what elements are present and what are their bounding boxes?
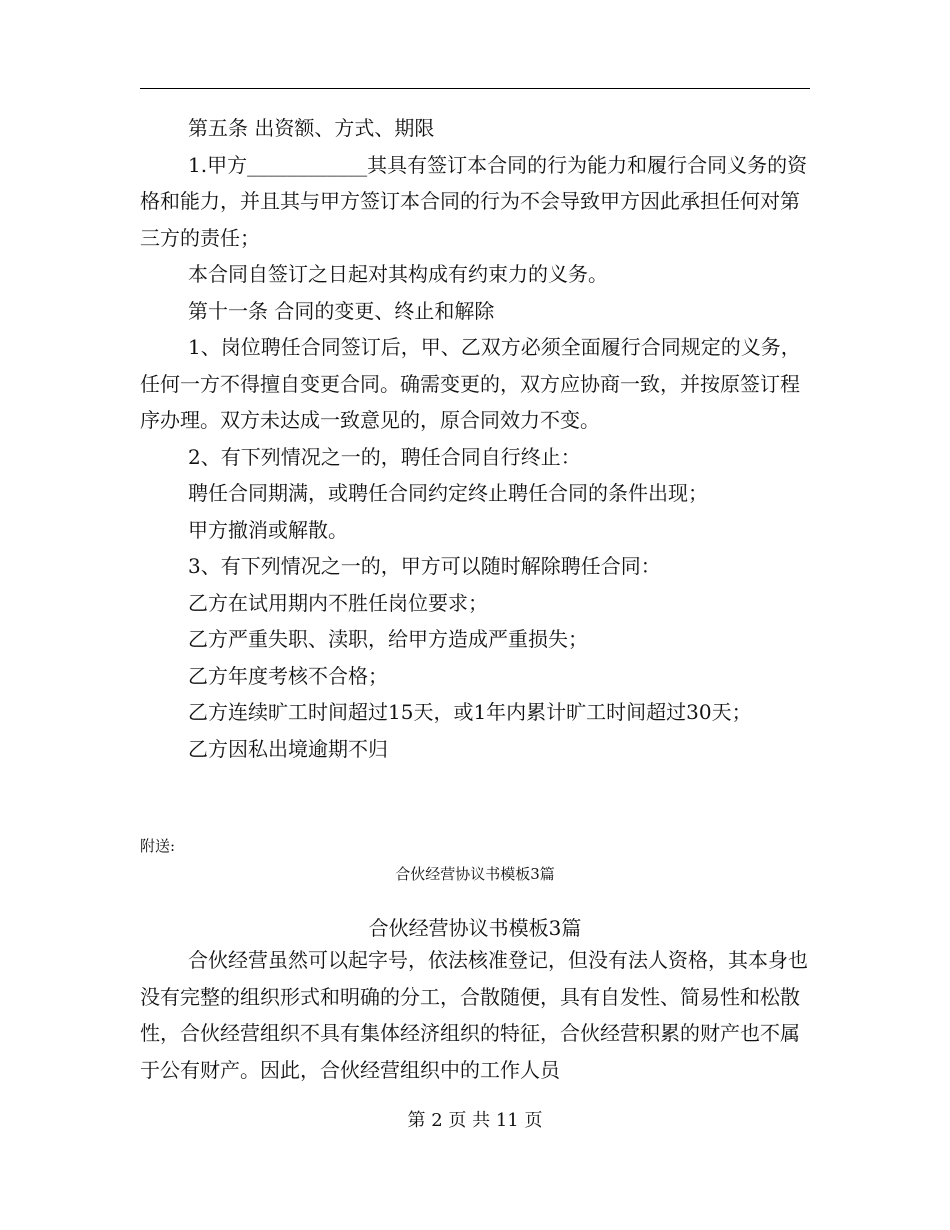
document-body [140,110,810,767]
page-number: 第 2 页 共 11 页 [407,1110,543,1131]
list-item: 乙方因私出境逾期不归 [188,736,388,761]
paragraph: 3、有下列情况之一的，甲方可以随时解除聘任合同： [188,554,661,578]
list-item: 聘任合同期满，或聘任合同约定终止聘任合同的条件出现； [188,481,708,505]
article-body [140,942,810,1088]
paragraph: 2、有下列情况之一的，聘任合同自行终止： [188,444,581,469]
paragraph: 1、岗位聘任合同签订后，甲、乙双方必须全面履行合同规定的义务，任何一方不得擅自变更合同。确需变更的，双方应协商一致，并按原签订程序办理。双方未达成一致意见的，原合同效力不变。 [140,335,801,432]
article-title: 合伙经营协议书模板3篇 [368,916,582,940]
attachment-label: 附送: [140,837,176,855]
attachment-title: 合伙经营协议书模板3篇 [395,865,555,883]
paragraph: 1.甲方____________其具有签订本合同的行为能力和履行合同义务的资格和能力，并且其与甲方签订本合同的行为不会导致甲方因此承担任何对第三方的责任； [140,152,808,250]
list-item: 甲方撤消或解散。 [188,517,348,542]
section-heading-5: 第五条 出资额、方式、期限 [188,116,435,140]
article-paragraph: 合伙经营虽然可以起字号，依法核准登记，但没有法人资格，其本身也没有完整的组织形式和明确的分工，合散随便，具有自发性、简易性和松散性，合伙经营组织不具有集体经济组织的特征，合伙经营积累的财产也不属于公有财产。因此，合伙经营组织中的工作人员 [140,948,808,1082]
paragraph: 本合同自签订之日起对其构成有约束力的义务。 [188,262,608,286]
header-rule [140,88,810,89]
list-item: 乙方在试用期内不胜任岗位要求； [188,590,488,615]
section-heading-11: 第十一条 合同的变更、终止和解除 [188,298,495,323]
list-item: 乙方连续旷工时间超过15天，或1年内累计旷工时间超过30天； [188,700,752,724]
list-item: 乙方严重失职、渎职，给甲方造成严重损失； [188,627,588,651]
list-item: 乙方年度考核不合格； [188,663,388,688]
